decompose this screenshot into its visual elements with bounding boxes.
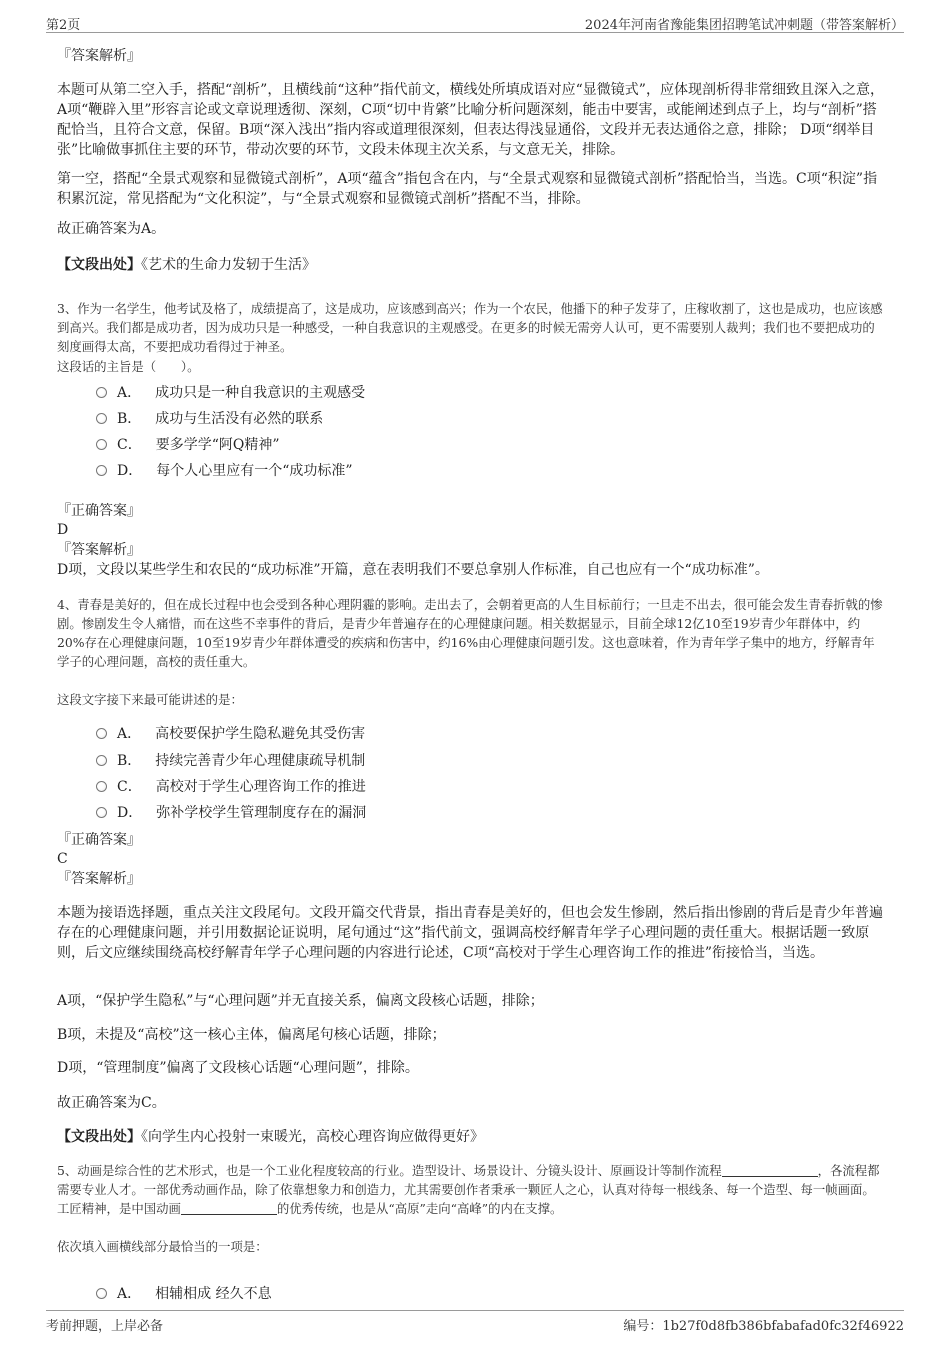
- fill-blank: [722, 1164, 818, 1177]
- q4-analysis-para3: B项，未提及“高校”这一核心主体，偏离尾句核心话题，排除；: [57, 1027, 446, 1043]
- q2-analysis-label: 『答案解析』: [57, 48, 141, 64]
- radio-icon[interactable]: [96, 728, 107, 739]
- q4-option-a[interactable]: A． 高校要保护学生隐私避免其受伤害: [96, 723, 365, 743]
- q4-analysis-para1: 本题为接语选择题，重点关注文段尾句。文段开篇交代背景，指出青春是美好的，但也会发生惨剧，然后指出惨剧的背后是青少年普遍存在的心理健康问题，并引用数据论证说明，尾句通过“这”指代前文，强调高校纾解青年学子心理问题的责任重大。根据话题一致原则，后文应继续围绕高校纾解青年学子心理问题的内容进行论述，C项“高校对于学生心理咨询工作的推进”衔接恰当，当选。: [57, 905, 883, 961]
- q4-option-c[interactable]: C． 高校对于学生心理咨询工作的推进: [96, 776, 366, 796]
- q5-stem: 5、动画是综合性的艺术形式，也是一个工业化程度较高的行业。造型设计、场景设计、分镜头设计、原画设计等制作流程 ，各流程都需要专业人才。一部优秀动画作品，除了依靠想象力和创造力，尤其需要创作者秉承一颗匠人之心，认真对待每一根线条、每一个造型、每一帧画面。工匠精神，是中国动画 的优秀传统，也是从“高原”走向“高峰”的内在支撑。: [57, 1163, 880, 1216]
- radio-icon[interactable]: [96, 465, 107, 476]
- q4-analysis-para4: D项，“管理制度”偏离了文段核心话题“心理问题”，排除。: [57, 1060, 419, 1076]
- radio-icon[interactable]: [96, 387, 107, 398]
- source-title: 《艺术的生命力发轫于生活》: [141, 257, 316, 273]
- q4-option-d[interactable]: D． 弥补学校学生管理制度存在的漏洞: [96, 802, 366, 822]
- radio-icon[interactable]: [96, 413, 107, 424]
- q2-analysis-para1: 本题可从第二空入手，搭配“剖析”，且横线前“这种”指代前文，横线处所填成语对应“显微镜式”，应体现剖析得非常细致且深入之意，A项“鞭辟入里”形容言论或文章说理透彻、深刻，C项“切中肯綮”比喻分析问题深刻，能击中要害，或能阐述到点子上，均与“剖析”搭配恰当，且符合文意，保留。B项“深入浅出”指内容或道理很深刻，但表达得浅显通俗，文段并无表达通俗之意，排除； D项“纲举目张”比喻做事抓住主要的环节，带动次要的环节，文段未体现主次关系，与文意无关，排除。: [57, 82, 884, 158]
- radio-icon[interactable]: [96, 755, 107, 766]
- page-number: 第2页: [46, 18, 81, 33]
- q3-analysis-label: 『答案解析』: [57, 542, 141, 558]
- source-label: 【文段出处】: [57, 257, 141, 273]
- q2-source: [57, 255, 887, 275]
- q3-stem: 3、作为一名学生，他考试及格了，成绩提高了，这是成功，应该感到高兴；作为一个农民，他播下的种子发芽了，庄稼收割了，这也是成功，也应该感到高兴。我们都是成功者，因为成功只是一种感受，一种自我意识的主观感受。在更多的时候无需旁人认可，更不需要别人裁判；我们也不要把成功的刻度画得太高，不要把成功看得过于神圣。: [57, 301, 883, 354]
- q3-option-a[interactable]: A． 成功只是一种自我意识的主观感受: [96, 382, 365, 402]
- footer-slogan: 考前押题，上岸必备: [46, 1319, 164, 1334]
- q3-question: 这段话的主旨是（ ）。: [57, 359, 200, 374]
- q3-analysis: D项，文段以某些学生和农民的“成功标准”开篇，意在表明我们不要总拿别人作标准，自己也应有一个“成功标准”。: [57, 562, 769, 578]
- q2-analysis-para2: 第一空，搭配“全景式观察和显微镜式剖析”，A项“蕴含”指包含在内，与“全景式观察和显微镜式剖析”搭配恰当，当选。C项“积淀”指积累沉淀，常见搭配为“文化积淀”，与“全景式观察和显微镜式剖析”搭配不当，排除。: [57, 171, 878, 207]
- page-footer: [46, 1310, 904, 1333]
- source-title: 《向学生内心投射一束暖光，高校心理咨询应做得更好》: [141, 1129, 484, 1145]
- source-label: 【文段出处】: [57, 1129, 141, 1145]
- radio-icon[interactable]: [96, 439, 107, 450]
- q3-option-d[interactable]: D． 每个人心里应有一个“成功标准”: [96, 460, 353, 480]
- q2-conclusion: 故正确答案为A。: [57, 221, 166, 237]
- document-id: 编号：1b27f0d8fb386bfabafad0fc32f46922: [623, 1319, 904, 1334]
- q4-analysis-label: 『答案解析』: [57, 871, 141, 887]
- q4-conclusion: 故正确答案为C。: [57, 1095, 166, 1111]
- q4-answer: C: [57, 851, 68, 867]
- document-title: 2024年河南省豫能集团招聘笔试冲刺题（带答案解析）: [584, 18, 904, 33]
- q3-option-c[interactable]: C． 要多学学“阿Q精神”: [96, 434, 280, 454]
- page-header: [46, 12, 904, 33]
- q5-question: 依次填入画横线部分最恰当的一项是：: [57, 1239, 268, 1254]
- radio-icon[interactable]: [96, 1288, 107, 1299]
- radio-icon[interactable]: [96, 781, 107, 792]
- q3-answer-label: 『正确答案』: [57, 503, 141, 519]
- q4-option-b[interactable]: B． 持续完善青少年心理健康疏导机制: [96, 750, 365, 770]
- q4-analysis-para2: A项，“保护学生隐私”与“心理问题”并无直接关系，偏离文段核心话题，排除；: [57, 993, 544, 1009]
- q4-question: 这段文字接下来最可能讲述的是：: [57, 692, 243, 707]
- q4-source: [57, 1127, 887, 1147]
- q4-stem: 4、青春是美好的，但在成长过程中也会受到各种心理阴霾的影响。走出去了，会朝着更高的人生目标前行；一旦走不出去，很可能会发生青春折戟的惨剧。惨剧发生令人痛惜，而在这些不幸事件的背后，是青少年普遍存在的心理健康问题。相关数据显示，目前全球12亿10至19岁青少年群体中，约20%存在心理健康问题，10至19岁青少年群体遭受的疾病和伤害中，约16%由心理健康问题引发。这也意味着，作为青年学子集中的地方，纾解青年学子的心理问题，高校的责任重大。: [57, 597, 883, 669]
- q3-option-b[interactable]: B． 成功与生活没有必然的联系: [96, 408, 323, 428]
- radio-icon[interactable]: [96, 807, 107, 818]
- fill-blank: [181, 1202, 277, 1215]
- q3-answer: D: [57, 522, 69, 538]
- q4-answer-label: 『正确答案』: [57, 832, 141, 848]
- q5-option-a[interactable]: A． 相辅相成 经久不息: [96, 1283, 272, 1303]
